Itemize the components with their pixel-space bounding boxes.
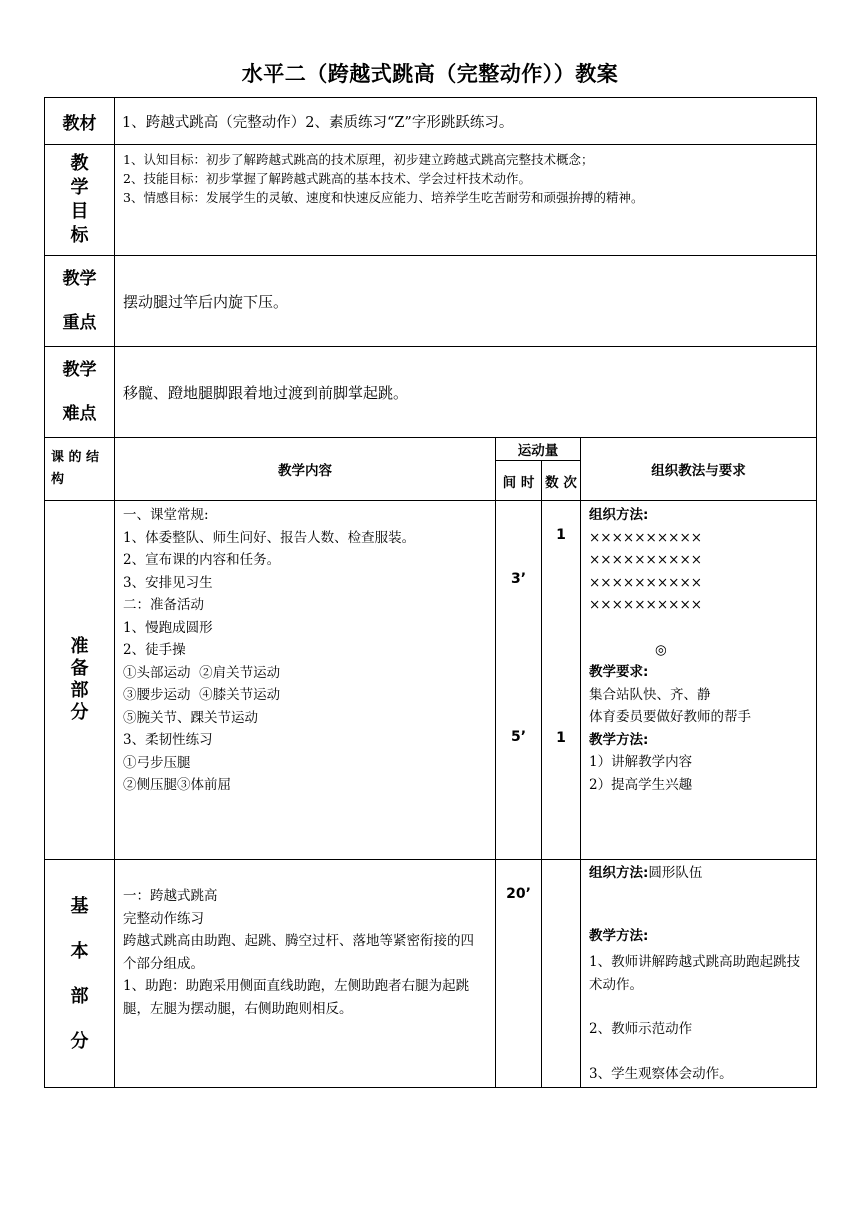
basic-time: 20’ (506, 886, 531, 902)
prep-time-1: 3’ (510, 571, 527, 587)
content-line: 1、助跑：助跑采用侧面直线助跑，左侧助跑者右腿为起跳腿，左腿为摆动腿，右侧助跑则相反。 (123, 978, 470, 1017)
formation-row: ×××××××××× (589, 597, 703, 613)
time-header: 间 时 (496, 461, 542, 501)
formation-row: ×××××××××× (589, 552, 703, 568)
material-label: 教材 (45, 98, 115, 145)
prep-content (115, 501, 496, 860)
requirement-title: 教学要求: (589, 664, 649, 680)
key-point-content: 摆动腿过竿后内旋下压。 (115, 256, 817, 347)
content-line: 1、慢跑成圆形 (123, 619, 213, 636)
content-header: 教学内容 (115, 438, 496, 501)
lesson-plan-table (44, 97, 817, 1088)
content-line: 一：跨越式跳高 (123, 888, 218, 904)
goals-label: 教 学 目 标 (45, 145, 115, 256)
formation-row: ×××××××××× (589, 574, 703, 591)
goal-item: 1、认知目标：初步了解跨越式跳高的技术原理，初步建立跨越式跳高完整技术概念； (123, 152, 594, 167)
requirement-line: 体育委员要做好教师的帮手 (589, 709, 751, 725)
difficulty-label: 教学 难点 (45, 347, 115, 438)
basic-row (45, 860, 817, 1088)
load-header: 运动量 (496, 438, 581, 461)
content-line: 二：准备活动 (123, 597, 204, 613)
prep-count-2: 1 (556, 730, 566, 746)
method-line: 3、学生观察体会动作。 (589, 1065, 733, 1082)
difficulty-content: 移髋、蹬地腿脚跟着地过渡到前脚掌起跳。 (115, 347, 817, 438)
structure-header: 课 的 结 构 (45, 438, 115, 501)
prep-label: 准 备 部 分 (45, 501, 115, 860)
basic-label: 基 本 部 分 (45, 860, 115, 1088)
prep-row (45, 501, 817, 860)
key-point-row (45, 256, 817, 347)
requirement-line: 集合站队快、齐、静 (589, 686, 711, 703)
content-line: 完整动作练习 (123, 910, 204, 927)
basic-content (115, 860, 496, 1088)
org-method-title: 组织方法: (589, 865, 649, 881)
prep-count-1: 1 (556, 527, 566, 543)
prep-time-cell (496, 501, 542, 860)
material-row (45, 98, 817, 145)
content-line: 3、安排见习生 (123, 574, 213, 591)
content-line: ①弓步压腿 (123, 754, 191, 771)
content-line: 跨越式跳高由助跑、起跳、腾空过杆、落地等紧密衔接的四个部分组成。 (123, 933, 474, 972)
difficulty-row (45, 347, 817, 438)
page-title: 水平二（跨越式跳高（完整动作））教案 (241, 62, 619, 86)
content-line: 2、宣布课的内容和任务。 (123, 552, 281, 568)
header-row (45, 438, 817, 461)
count-header: 数 次 (542, 461, 581, 501)
teaching-method-title: 教学方法: (589, 731, 649, 748)
goal-item: 2、技能目标：初步掌握了解跨越式跳高的基本技术、学会过杆技术动作。 (123, 171, 531, 186)
formation-row: ×××××××××× (589, 529, 703, 546)
content-line: ①头部运动 ②肩关节运动 (123, 664, 281, 681)
goal-item: 3、情感目标：发展学生的灵敏、速度和快速反应能力、培养学生吃苦耐劳和顽强拚搏的精神。 (123, 190, 644, 205)
prep-count-cell (542, 501, 581, 860)
content-line: 1、体委整队、师生问好、报告人数、检查服装。 (123, 529, 416, 546)
basic-time-cell (496, 860, 542, 1088)
content-line: ③腰步运动 ④膝关节运动 (123, 687, 281, 703)
basic-count-cell (542, 860, 581, 1088)
teacher-position-mark: ◎ (655, 641, 667, 658)
method-line: 2、教师示范动作 (589, 1021, 693, 1037)
content-line: ⑤腕关节、踝关节运动 (123, 709, 258, 726)
method-header: 组织教法与要求 (581, 438, 817, 501)
prep-time-2: 5’ (510, 729, 527, 745)
method-line: 1）讲解教学内容 (589, 754, 693, 770)
teaching-method-title: 教学方法: (589, 927, 649, 944)
content-line: 2、徒手操 (123, 642, 186, 658)
goals-content (115, 145, 817, 256)
content-line: 一、课堂常规: (123, 507, 209, 523)
material-content: 1、跨越式跳高（完整动作）2、素质练习“Z”字形跳跃练习。 (115, 98, 817, 145)
method-line: 1、教师讲解跨越式跳高助跑起跳技术动作。 (589, 954, 801, 993)
key-point-label: 教学 重点 (45, 256, 115, 347)
content-line: ②侧压腿③体前屈 (123, 777, 231, 793)
basic-method-cell (581, 860, 817, 1088)
prep-method-cell (581, 501, 817, 860)
org-method-value: 圆形队伍 (648, 865, 703, 881)
org-method-title: 组织方法: (589, 507, 649, 523)
goals-row (45, 145, 817, 256)
method-line: 2）提高学生兴趣 (589, 776, 693, 793)
content-line: 3、柔韧性练习 (123, 732, 213, 748)
